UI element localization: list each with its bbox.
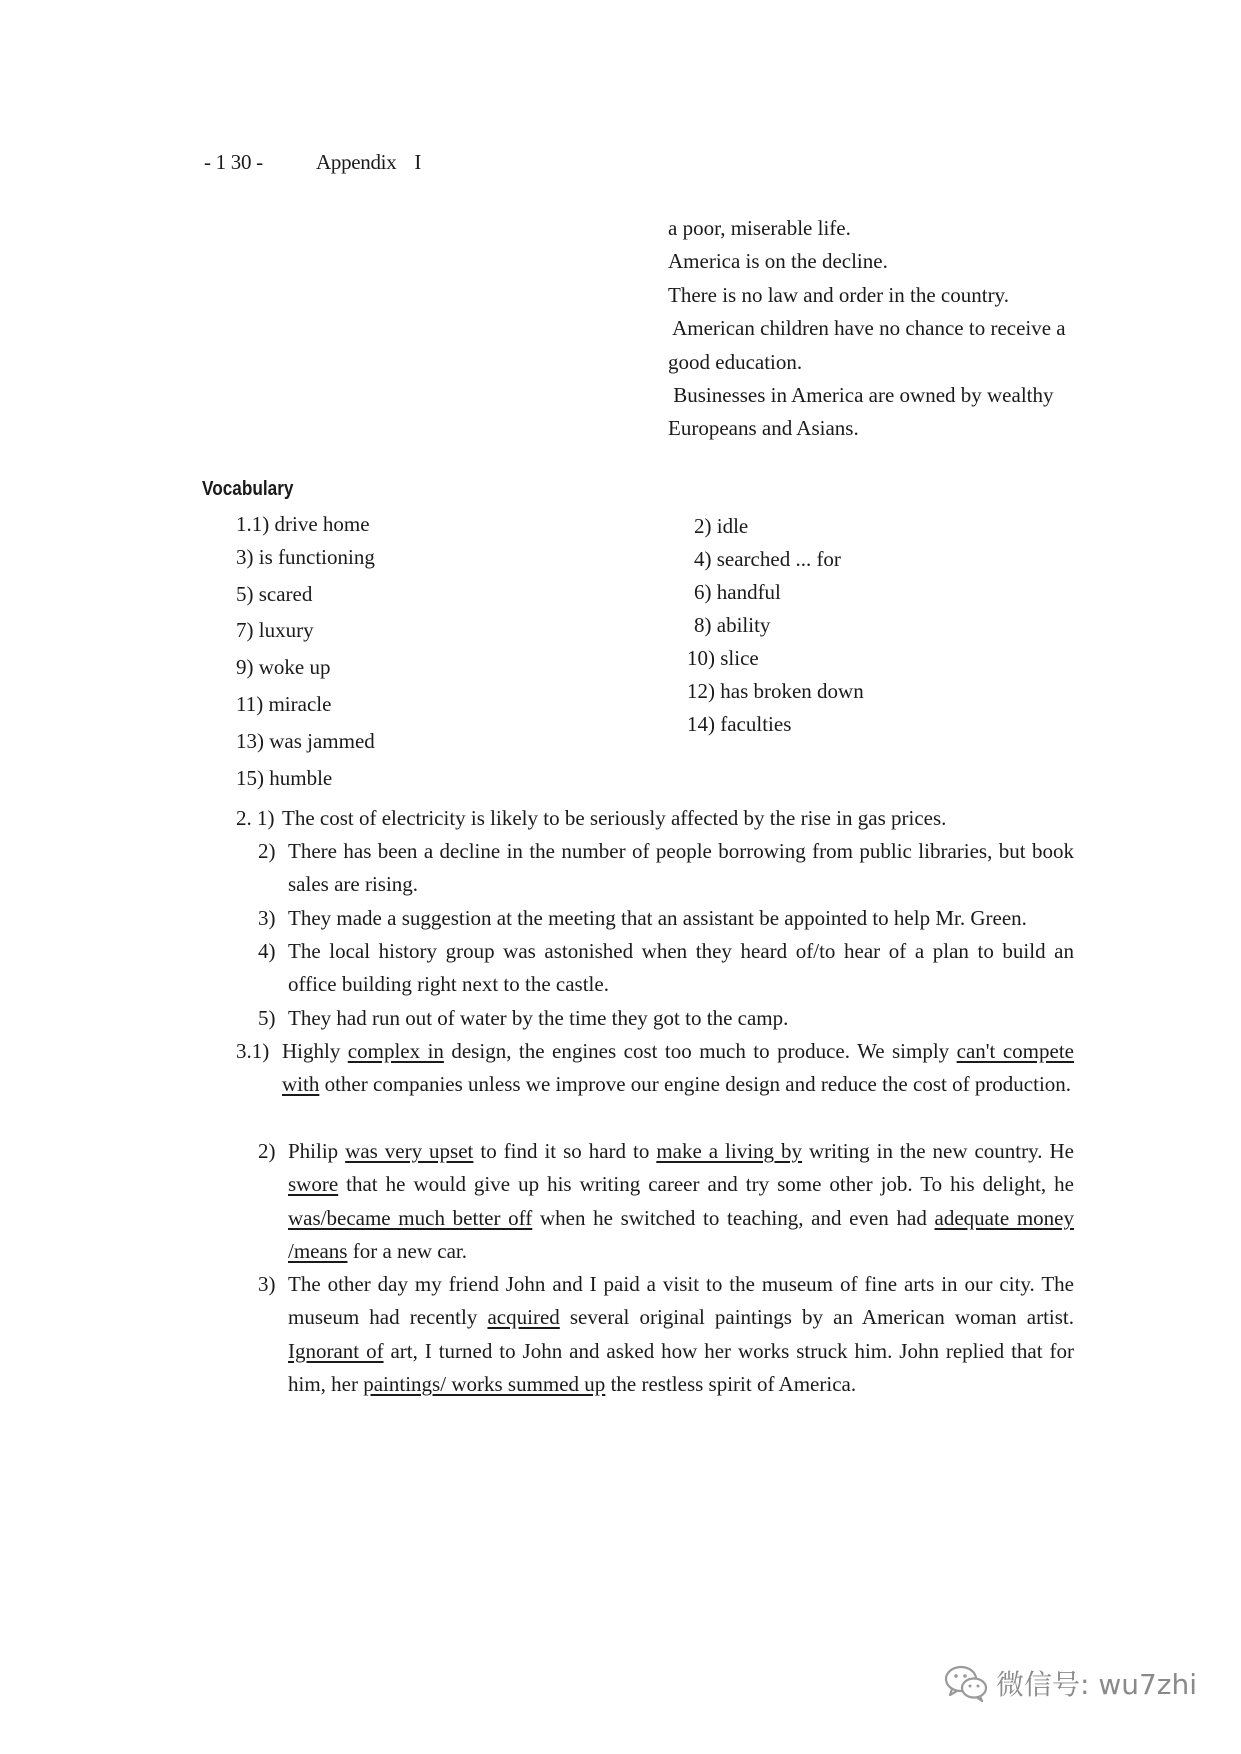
item-label: 4)	[258, 939, 276, 963]
text-segment: other companies unless we improve our engine design and reduce the cost of production.	[319, 1072, 1072, 1097]
exercise-sentence: The local history group was astonished when they heard of/to hear of a plan to build an office building right next to the castle.	[288, 939, 1074, 997]
answer-underline: complex in	[347, 1039, 444, 1063]
continuation-line: a poor, miserable life.	[668, 216, 851, 240]
vocab-item: 14) faculties	[687, 712, 792, 736]
answer-underline: swore	[288, 1172, 339, 1197]
text-segment: for a new car.	[347, 1238, 468, 1263]
vocab-item: 15) humble	[236, 766, 333, 790]
running-title	[316, 150, 421, 175]
exercise-sentence: They had run out of water by the time they got to the camp.	[288, 1006, 789, 1030]
text-segment: writing in the new country. He	[802, 1139, 1074, 1163]
answer-underline: was/became much better off	[288, 1205, 533, 1230]
text-segment: to find it so hard to	[473, 1139, 657, 1163]
item-label: 3)	[258, 1272, 276, 1296]
wechat-watermark	[944, 1660, 1197, 1706]
item-label: 5)	[258, 1006, 276, 1030]
text-segment: design, the engines cost too much to produce. We simply	[443, 1039, 957, 1063]
text-segment: art, I turned to John and asked how her works struck him. John replied that for him, her	[288, 1338, 1074, 1396]
vocab-item: 11) miracle	[236, 692, 332, 716]
running-title-roman: I	[414, 150, 422, 174]
text-segment: Highly	[282, 1039, 348, 1063]
vocab-item: 10) slice	[687, 646, 759, 670]
vocab-item: 2) idle	[694, 514, 749, 538]
exercise3-paragraph-3	[288, 1268, 1074, 1401]
exercise-sentence: There has been a decline in the number of people borrowing from public libraries, but book sales are rising.	[288, 839, 1074, 897]
answer-underline: Ignorant of	[288, 1338, 384, 1363]
item-label: 2)	[258, 839, 276, 863]
vocab-item: 7) luxury	[236, 618, 314, 642]
text-segment: when he switched to teaching, and even had	[532, 1205, 935, 1230]
answer-underline: make a living by	[656, 1139, 803, 1163]
exercise3-paragraph-1	[282, 1035, 1074, 1102]
continuation-text	[668, 212, 1088, 446]
item-label: 3.1)	[236, 1039, 270, 1063]
text-segment: The other day my friend John and I paid a visit to the museum of fine arts in our city. The museum had recently	[288, 1272, 1074, 1330]
continuation-line: American children have no chance to receive a	[668, 316, 1066, 341]
vocab-item: 6) handful	[694, 580, 781, 604]
vocab-item: 12) has broken down	[687, 679, 864, 703]
vocab-item: 5) scared	[236, 582, 313, 606]
vocab-item: 9) woke up	[236, 655, 331, 679]
answer-underline: paintings/ works summed up	[363, 1371, 606, 1396]
item-label: 3)	[258, 906, 276, 930]
answer-underline: acquired	[487, 1305, 560, 1330]
vocab-item: 3) is functioning	[236, 545, 375, 569]
answer-underline: was very upset	[345, 1139, 474, 1163]
vocab-item: 1.1) drive home	[236, 512, 370, 536]
vocab-item: 8) ability	[694, 613, 771, 637]
item-label: 2. 1)	[236, 806, 275, 830]
continuation-line: America is on the decline.	[668, 249, 888, 274]
continuation-line: There is no law and order in the country.	[668, 282, 1009, 307]
watermark-text: 微信号: wu7zhi	[996, 1668, 1198, 1701]
vocab-item: 13) was jammed	[236, 729, 375, 753]
continuation-line: good education.	[668, 349, 803, 374]
section-heading-vocabulary: Vocabulary	[202, 478, 294, 500]
exercise-sentence: The cost of electricity is likely to be seriously affected by the rise in gas prices.	[282, 806, 947, 830]
text-segment: Philip	[288, 1139, 346, 1163]
wechat-icon	[944, 1663, 988, 1703]
item-label: 2)	[258, 1139, 276, 1163]
text-segment: the restless spirit of America.	[605, 1371, 857, 1396]
exercise-sentence: They made a suggestion at the meeting that an assistant be appointed to help Mr. Green.	[288, 906, 1027, 930]
running-title-text: Appendix	[316, 150, 397, 174]
text-segment: several original paintings by an American woman artist.	[559, 1305, 1074, 1330]
vocab-item: 4) searched ... for	[694, 547, 841, 571]
page-number: - 1 30 -	[204, 150, 263, 174]
exercise3-paragraph-2	[288, 1135, 1074, 1268]
continuation-line: Europeans and Asians.	[668, 416, 859, 441]
text-segment: that he would give up his writing career and try some other job. To his delight, he	[338, 1172, 1074, 1197]
answer-underline: adequate money /means	[288, 1205, 1074, 1263]
answer-underline: can't compete with	[282, 1039, 1074, 1097]
continuation-line: Businesses in America are owned by wealthy	[668, 383, 1054, 408]
